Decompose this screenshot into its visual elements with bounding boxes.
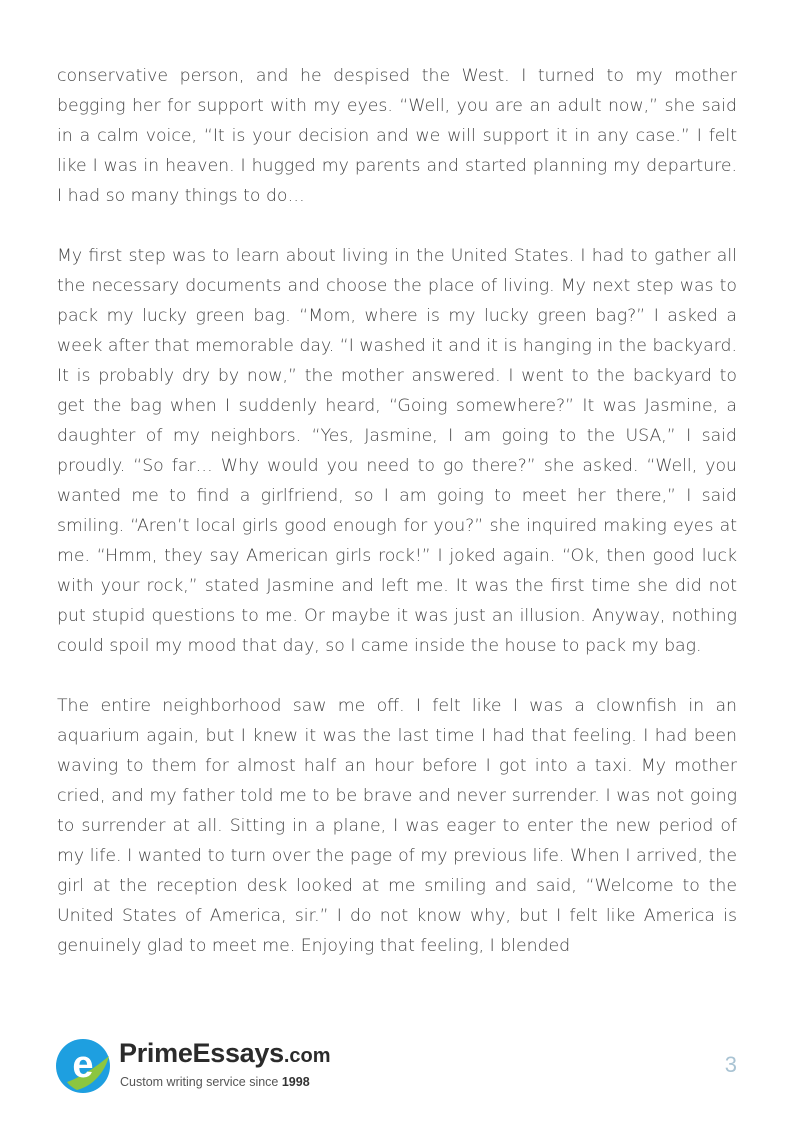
brand-name: PrimeEssays bbox=[119, 1038, 284, 1068]
paragraph: My first step was to learn about living in the United States. I had to gather all the necessary documents and choose the place of living. My next step was to pack my lucky green bag. “Mom, where is my lucky green bag?” I asked a week after that memorable day. “I washed it and it is hanging in the backyard. It is probably dry by now,” the mother answered. I went to the backyard to get the bag when I suddenly heard, “Going somewhere?” It was Jasmine, a daughter of my neighbors. “Yes, Jasmine, I am going to the USA,” I said proudly. “So far… Why would you need to go there?” she asked. “Well, you wanted me to find a girlfriend, so I am going to meet her there,” I said smiling. “Aren’t local girls good enough for you?” she inquired making eyes at me. “Hmm, they say American girls rock!” I joked again. “Ok, then good luck with your rock,” stated Jasmine and left me. It was the first time she did not put stupid questions to me. Or maybe it was just an illusion. Anyway, nothing could spoil my mood that day, so I came inside the house to pack my bag. bbox=[57, 246, 737, 656]
tagline-year: 1998 bbox=[281, 1075, 310, 1089]
page-footer bbox=[55, 1036, 745, 1096]
brand-tld: .com bbox=[283, 1045, 331, 1067]
paragraph: conservative person, and he despised the West. I turned to my mother begging her for support with my eyes. “Well, you are an adult now,” she said in a calm voice, “It is your decision and we will support it in any case.” I felt like I was in heaven. I hugged my parents and started planning my departure. I had so many things to do… bbox=[57, 66, 737, 206]
brand-tagline bbox=[120, 1075, 310, 1089]
document-body bbox=[57, 61, 737, 991]
prime-essays-logo-icon bbox=[55, 1038, 111, 1094]
paragraph: The entire neighborhood saw me off. I felt like I was a clownfish in an aquarium again, but I knew it was the last time I had that feeling. I had been waving to them for almost half an hour before I got into a taxi. My mother cried, and my father told me to be brave and never surrender. I was not going to surrender at all. Sitting in a plane, I was eager to enter the new period of my life. I wanted to turn over the page of my previous life. When I arrived, the girl at the reception desk looked at me smiling and said, “Welcome to the United States of America, sir.” I do not know why, but I felt like America is genuinely glad to meet me. Enjoying that feeling, I blended bbox=[57, 696, 737, 956]
tagline-text: Custom writing service since bbox=[120, 1075, 282, 1089]
page-number: 3 bbox=[724, 1052, 737, 1077]
logo-letter: e bbox=[72, 1044, 94, 1086]
brand-wordmark bbox=[119, 1040, 331, 1067]
